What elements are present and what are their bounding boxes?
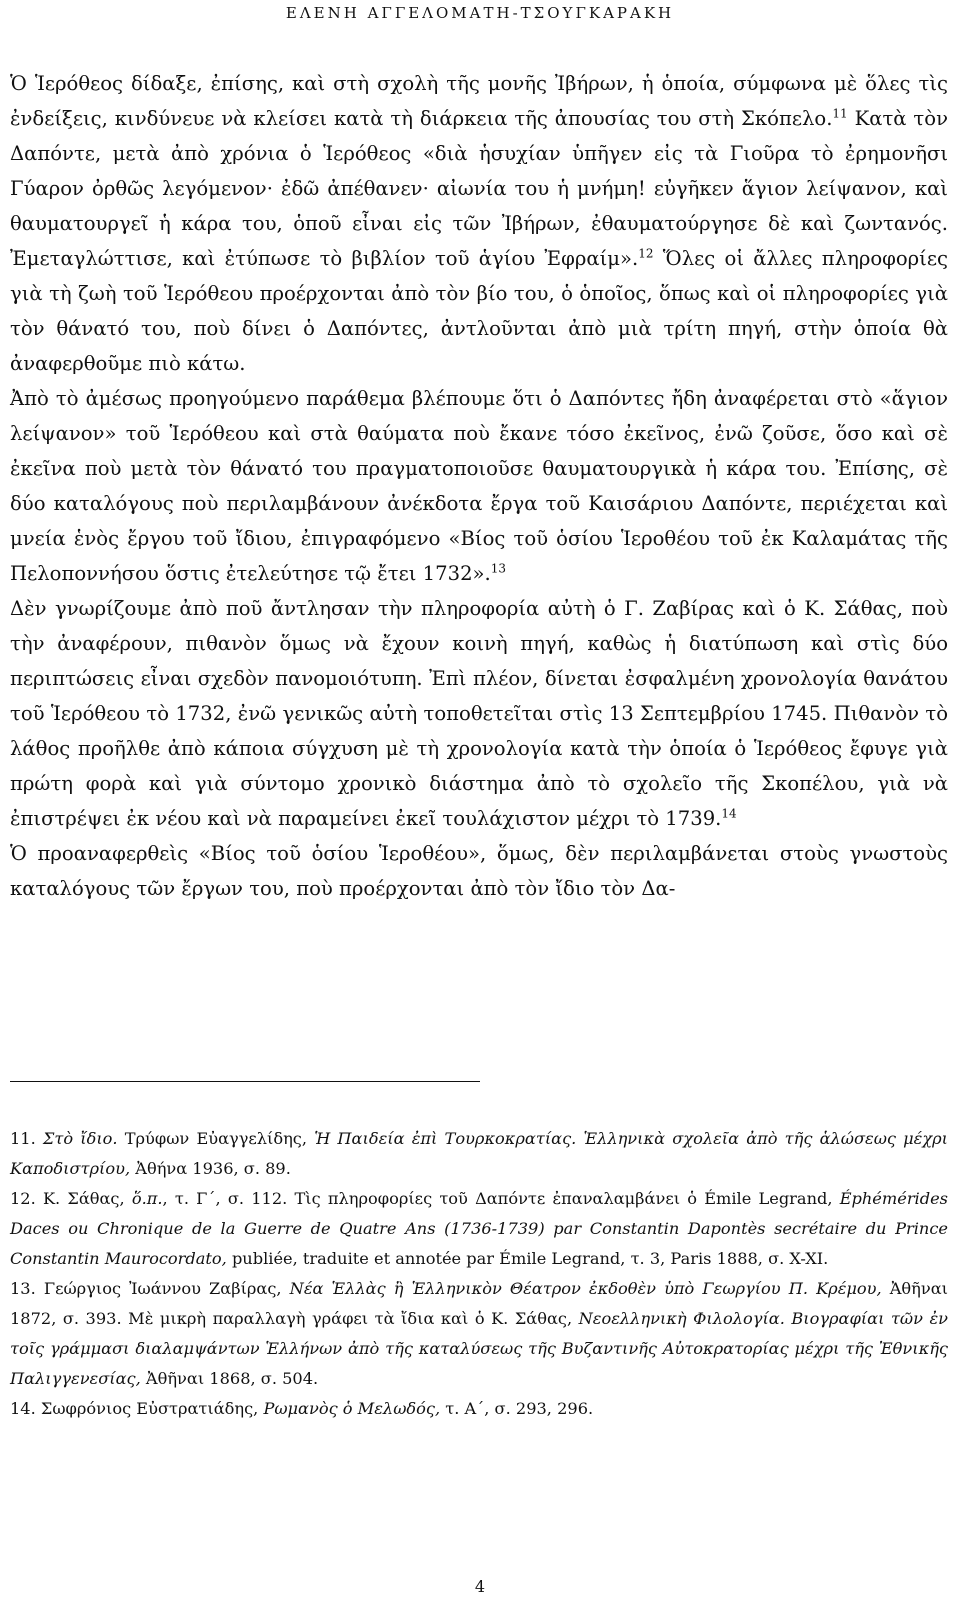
- footnotes: [10, 1124, 948, 1424]
- footnote-text: , τ. Γ΄, σ. 112. Τὶς πληροφορίες τοῦ Δαπόντε ἐπαναλαμβάνει ὁ Émile Legrand,: [162, 1189, 840, 1208]
- footnote-italic: Στὸ ἴδιο.: [42, 1129, 118, 1148]
- paragraph-text: Ὅλες οἱ ἄλλες πληροφορίες γιὰ τὴ ζωὴ τοῦ Ἱερόθεου προέρχονται ἀπὸ τὸν βίο του, ὁ ὁποῖος, ὅπως καὶ οἱ πληροφορίες γιὰ τὸν θάνατό του, ποὺ δίνει ὁ Δαπόντες, ἀντλοῦνται ἀπὸ μιὰ τρίτη πηγή, στὴν ὁποία θὰ ἀναφερθοῦμε πιὸ κάτω.: [10, 247, 948, 375]
- footnote-number: 11.: [10, 1129, 36, 1148]
- footnote-text: publiée, traduite et annotée par Émile Legrand, τ. 3, Paris 1888, σ. X-XI.: [226, 1249, 829, 1268]
- footnote: [10, 1274, 948, 1394]
- footnote-text: Ἀθῆναι 1872, σ. 393. Μὲ μικρὴ παραλλαγὴ γράφει τὰ ἴδια καὶ ὁ Κ. Σάθας,: [10, 1279, 948, 1328]
- paragraph: [10, 836, 948, 906]
- footnote-text: Γεώργιος Ἰωάννου Ζαβίρας,: [35, 1279, 290, 1298]
- paragraph: [10, 591, 948, 836]
- footnote-number: 12.: [10, 1189, 36, 1208]
- footnote-text: Τρύφων Εὐαγγελίδης,: [117, 1129, 315, 1148]
- footnote-text: Ἀθῆναι 1868, σ. 504.: [140, 1369, 319, 1388]
- paragraph: [10, 381, 948, 591]
- footnote-ref[interactable]: 13: [490, 561, 507, 576]
- running-header: ΕΛΕΝΗ ΑΓΓΕΛΟΜΑΤΗ-ΤΣΟΥΓΚΑΡΑΚΗ: [285, 4, 675, 22]
- footnote-italic: ὅ.π.: [131, 1189, 163, 1208]
- paragraph-text: Δὲν γνωρίζουμε ἀπὸ ποῦ ἄντλησαν τὴν πληροφορία αὐτὴ ὁ Γ. Ζαβίρας καὶ ὁ Κ. Σάθας, ποὺ τὴν ἀναφέρουν, πιθανὸν ὅμως νὰ ἔχουν κοινὴ πηγή, καθὼς ἡ διατύπωση καὶ στὶς δύο περιπτώσεις εἶναι σχεδὸν πανομοιότυπη. Ἐπὶ πλέον, δίνεται ἐσφαλμένη χρονολογία θανάτου τοῦ Ἱερόθεου τὸ 1732, ἐνῶ γενικῶς αὐτὴ τοποθετεῖται στὶς 13 Σεπτεμβρίου 1745. Πιθανὸν τὸ λάθος προῆλθε ἀπὸ κάποια σύγχυση μὲ τὴ χρονολογία κατὰ τὴν ὁποία ὁ Ἱερόθεος ἔφυγε γιὰ πρώτη φορὰ καὶ γιὰ σύντομο χρονικὸ διάστημα ἀπὸ τὸ σχολεῖο τῆς Σκοπέλου, γιὰ νὰ ἐπιστρέψει ἐκ νέου καὶ νὰ παραμείνει ἐκεῖ τουλάχιστον μέχρι τὸ 1739.: [10, 597, 948, 830]
- footnote: [10, 1394, 948, 1424]
- footnote-text: Κ. Σάθας,: [35, 1189, 132, 1208]
- footnote-text: Σωφρόνιος Εὐστρατιάδης,: [35, 1399, 264, 1418]
- footnote-ref[interactable]: 11: [832, 106, 848, 121]
- footnote-text: τ. Α΄, σ. 293, 296.: [440, 1399, 594, 1418]
- footnote: [10, 1124, 948, 1184]
- paragraph-text: Ὁ Ἱερόθεος δίδαξε, ἐπίσης, καὶ στὴ σχολὴ τῆς μονῆς Ἰβήρων, ἡ ὁποία, σύμφωνα μὲ ὅλες τὶς ἐνδείξεις, κινδύνευε νὰ κλείσει κατὰ τὴ διάρκεια τῆς ἀπουσίας του στὴ Σκόπελο.: [10, 72, 948, 130]
- footnote-number: 14.: [10, 1399, 36, 1418]
- footnote-italic: Éphémérides Daces ou Chronique de la Guerre de Quatre Ans (1736-1739) par Constantin Dapontès secrétaire du Prince Constantin Maurocordato,: [10, 1189, 948, 1268]
- page-number: 4: [474, 1577, 486, 1596]
- main-text: [10, 66, 948, 906]
- footnote-italic: Νέα Ἑλλὰς ἢ Ἑλληνικὸν Θέατρον ἐκδοθὲν ὑπὸ Γεωργίου Π. Κρέμου,: [289, 1279, 882, 1298]
- paragraph-text: Ὁ προαναφερθεὶς «Βίος τοῦ ὁσίου Ἱεροθέου», ὅμως, δὲν περιλαμβάνεται στοὺς γνωστοὺς καταλόγους τῶν ἔργων του, ποὺ προέρχονται ἀπὸ τὸν ἴδιο τὸν Δα-: [10, 842, 948, 900]
- footnote-italic: Ἡ Παιδεία ἐπὶ Τουρκοκρατίας. Ἑλληνικὰ σχολεῖα ἀπὸ τῆς ἁλώσεως μέχρι Καποδιστρίου,: [10, 1129, 949, 1178]
- paragraph-text: Ἀπὸ τὸ ἀμέσως προηγούμενο παράθεμα βλέπουμε ὅτι ὁ Δαπόντες ἤδη ἀναφέρεται στὸ «ἅγιον λείψανον» τοῦ Ἱερόθεου καὶ στὰ θαύματα ποὺ ἔκανε τόσο ἐκεῖνος, ἐνῶ ζοῦσε, ὅσο καὶ σὲ ἐκεῖνα ποὺ μετὰ τὸν θάνατό του πραγματοποιοῦσε θαυματουργικὰ ἡ κάρα του. Ἐπίσης, σὲ δύο καταλόγους ποὺ περιλαμβάνουν ἀνέκδοτα ἔργα τοῦ Καισάριου Δαπόντε, περιέχεται καὶ μνεία ἑνὸς ἔργου τοῦ ἴδιου, ἐπιγραφόμενο «Βίος τοῦ ὁσίου Ἱεροθέου τοῦ ἐκ Καλαμάτας τῆς Πελοποννήσου ὅστις ἐτελεύτησε τῷ ἔτει 1732».: [10, 387, 948, 585]
- footnote-number: 13.: [10, 1279, 36, 1298]
- footnote-ref[interactable]: 12: [638, 246, 654, 261]
- footnote-italic: Νεοελληνικὴ Φιλολογία. Βιογραφίαι τῶν ἐν τοῖς γράμμασι διαλαμψάντων Ἑλλήνων ἀπὸ τῆς καταλύσεως τῆς Βυζαντινῆς Αὐτοκρατορίας μέχρι τῆς Ἐθνικῆς Παλιγγενεσίας,: [10, 1309, 948, 1388]
- footnote: [10, 1184, 948, 1274]
- footnote-divider: [10, 1081, 480, 1082]
- footnote-italic: Ρωμανὸς ὁ Μελωδός,: [263, 1399, 441, 1418]
- footnote-ref[interactable]: 14: [721, 806, 737, 821]
- footnote-text: Ἀθήνα 1936, σ. 89.: [130, 1159, 291, 1178]
- paragraph: [10, 66, 948, 381]
- paragraph-text: Κατὰ τὸν Δαπόντε, μετὰ ἀπὸ χρόνια ὁ Ἱερόθεος «διὰ ἡσυχίαν ὑπῆγεν εἰς τὰ Γιοῦρα τὸ ἐρημονῆσι Γύαρον ὀρθῶς λεγόμενον· ἐδῶ ἀπέθανεν· αἰωνία του ἡ μνήμη! εὐγῆκεν ἅγιον λείψανον, καὶ θαυματουργεῖ ἡ κάρα του, ὁποῦ εἶναι εἰς τῶν Ἰβήρων, ἐθαυματούργησε δὲ καὶ ζωντανός. Ἐμεταγλώττισε, καὶ ἐτύπωσε τὸ βιβλίον τοῦ ἁγίου Ἐφραίμ».: [10, 107, 948, 270]
